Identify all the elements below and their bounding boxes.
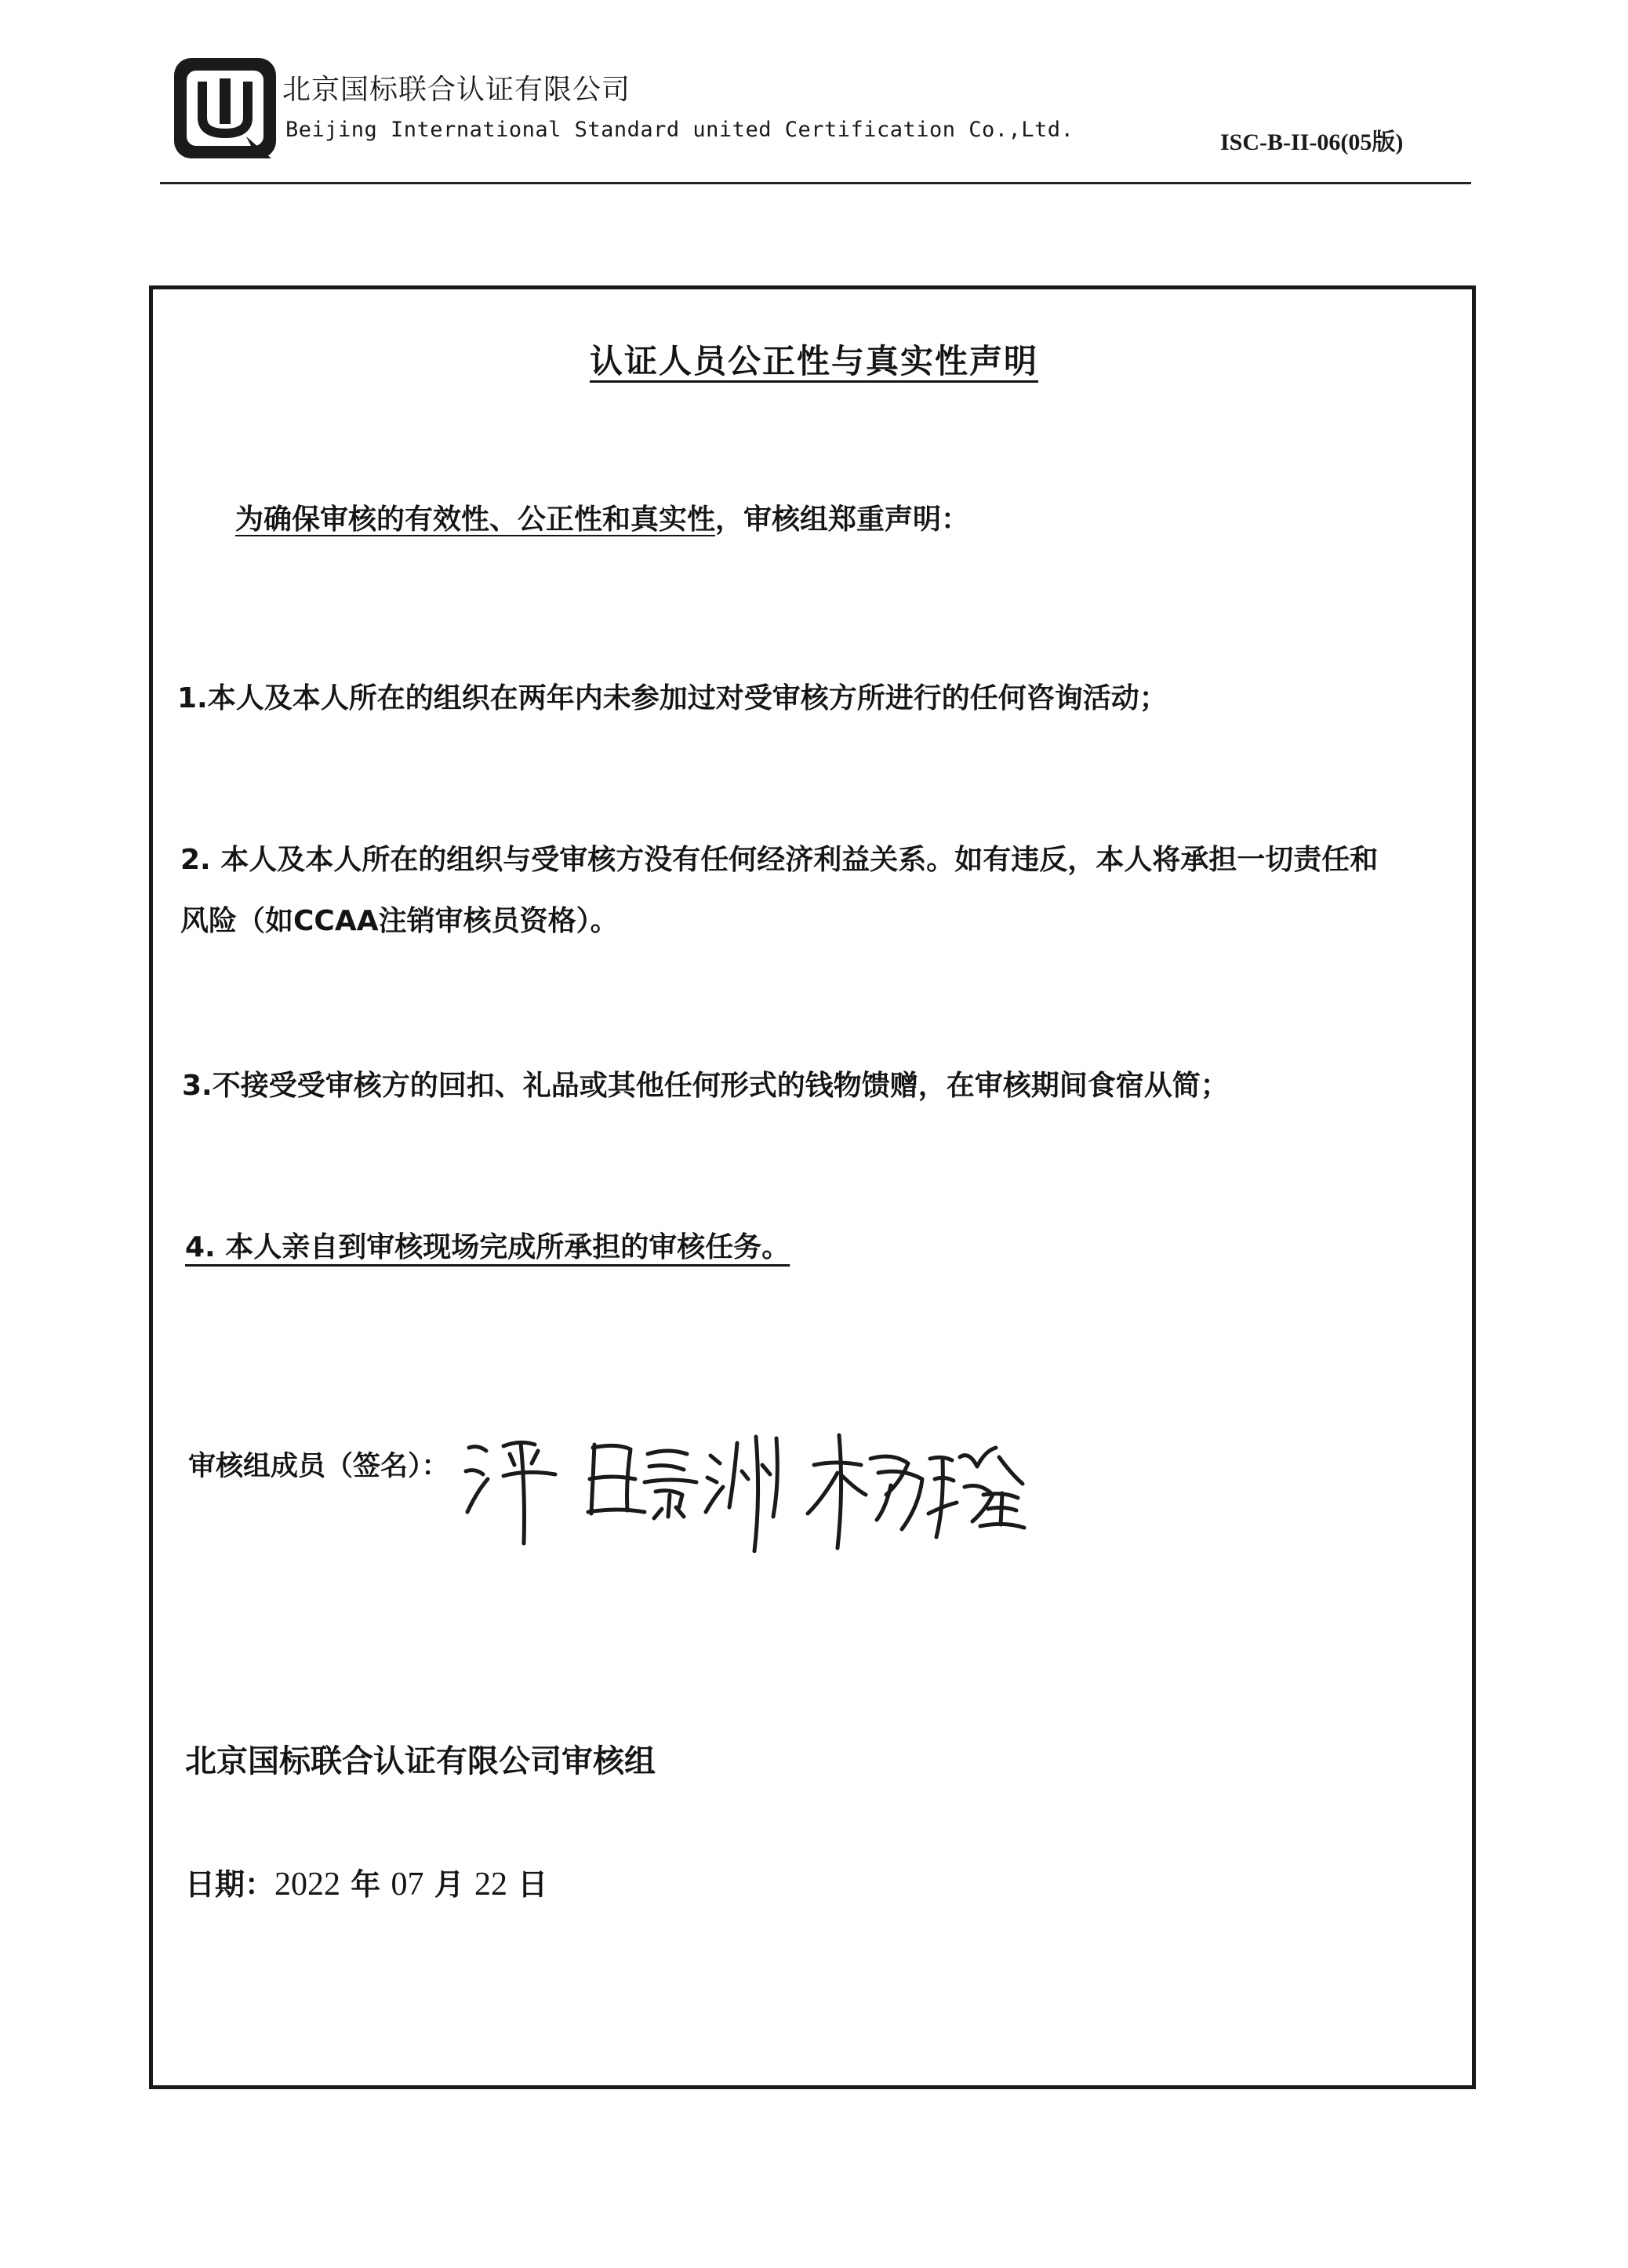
intro-rest-text: ，审核组郑重声明： <box>715 503 970 536</box>
date-year-unit: 年 <box>351 1867 381 1902</box>
statement-item-1: 1.本人及本人所在的组织在两年内未参加过对受审核方所进行的任何咨询活动； <box>177 682 1168 714</box>
date-day-unit: 日 <box>518 1867 548 1902</box>
date-day: 22 <box>474 1866 507 1903</box>
date-line <box>185 1860 547 1903</box>
date-month: 07 <box>391 1866 424 1903</box>
signature-label: 审核组成员（签名）： <box>188 1451 449 1482</box>
statement-frame <box>149 285 1476 2089</box>
audit-team-organization: 北京国标联合认证有限公司审核组 <box>185 1743 656 1779</box>
statement-item-4: 4. 本人亲自到审核现场完成所承担的审核任务。 <box>185 1231 790 1263</box>
form-code: ISC-B-II-06(05版) <box>1220 129 1404 155</box>
date-month-unit: 月 <box>434 1867 464 1902</box>
intro-underlined-text: 为确保审核的有效性、公正性和真实性 <box>235 503 716 536</box>
statement-item-2-line-1: 2. 本人及本人所在的组织与受审核方没有任何经济利益关系。如有违反，本人将承担一切责任和 <box>180 844 1379 876</box>
document-title-text: 认证人员公正性与真实性声明 <box>589 342 1038 380</box>
date-label: 日期： <box>185 1867 275 1902</box>
date-year: 2022 <box>274 1866 341 1903</box>
handwritten-signatures <box>463 1419 1027 1553</box>
intro-paragraph <box>235 497 969 537</box>
header-divider <box>160 182 1471 184</box>
isc-logo-icon <box>171 55 279 162</box>
statement-item-2-line-2: 风险（如CCAA注销审核员资格）。 <box>180 905 619 937</box>
document-title <box>0 336 1628 383</box>
company-name-en: Beijing International Standard united Certification Co.,Ltd. <box>285 118 1074 142</box>
statement-item-3: 3.不接受受审核方的回扣、礼品或其他任何形式的钱物馈赠，在审核期间食宿从简； <box>182 1070 1229 1102</box>
company-name-cn: 北京国标联合认证有限公司 <box>282 74 631 106</box>
